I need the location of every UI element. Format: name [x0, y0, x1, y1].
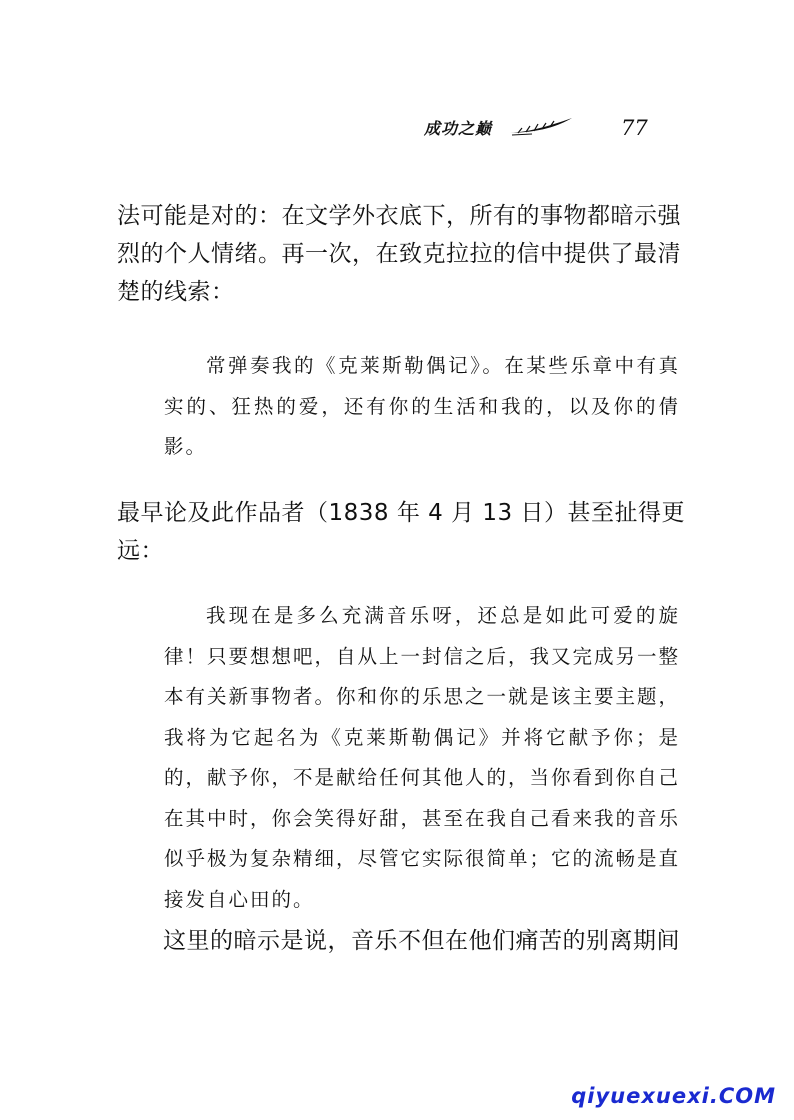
page-number: 77 [621, 116, 648, 140]
block-quote-2: 我现在是多么充满音乐呀，还总是如此可爱的旋律！只要想想吧，自从上一封信之后，我又完成另一整本有关新事物者。你和你的乐思之一就是该主要主题，我将为它起名为《克莱斯勒偶记》并将它献予你；是的，献予你，不是献给任何其他人的，当你看到你自己在其中时，你会笑得好甜，甚至在我自己看来我的音乐似乎极为复杂精细，尽管它实际很简单；它的流畅是直接发自心田的。 [164, 604, 681, 911]
running-header [424, 112, 574, 142]
block-quote-1: 常弹奏我的《克莱斯勒偶记》。在某些乐章中有真实的、狂热的爱，还有你的生活和我的，以及你的倩影。 [164, 354, 680, 458]
site-watermark: qiyuexuexi.COM [571, 1084, 776, 1108]
body-paragraph-2: 最早论及此作品者（1838 年 4 月 13 日）甚至扯得更远： [117, 500, 685, 564]
body-paragraph-1: 法可能是对的：在文学外衣底下，所有的事物都暗示强烈的个人情绪。再一次，在致克拉拉的信中提供了最清楚的线索： [117, 203, 681, 305]
header-title: 成功之巅 [424, 118, 493, 138]
feather-ornament-icon [508, 116, 574, 138]
body-paragraph-3: 这里的暗示是说，音乐不但在他们痛苦的别离期间 [163, 928, 680, 954]
